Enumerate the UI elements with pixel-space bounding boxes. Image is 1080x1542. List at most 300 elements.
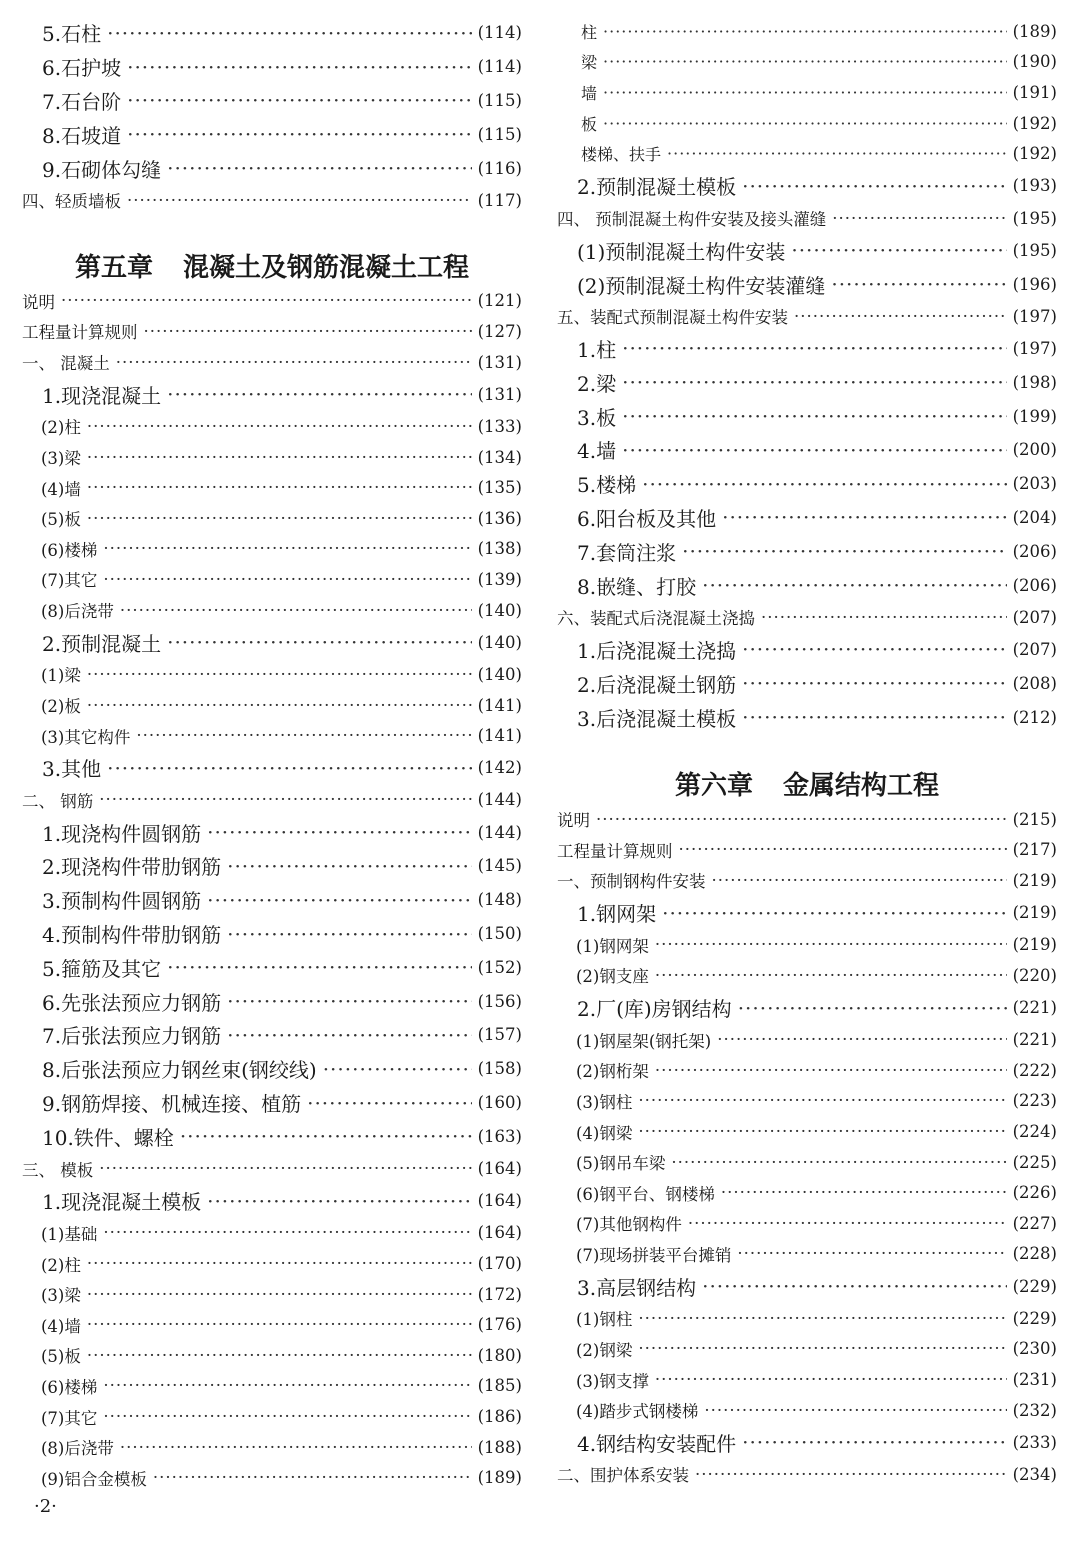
- dot-leader: [737, 1244, 1006, 1263]
- toc-entry[interactable]: [557, 301, 1057, 332]
- toc-entry-label: (6)楼梯: [41, 540, 98, 560]
- toc-entry-page: (188): [477, 1437, 522, 1457]
- dot-leader: [127, 88, 472, 112]
- dot-leader: [688, 1214, 1007, 1233]
- toc-entry[interactable]: [22, 984, 522, 1018]
- dot-leader: [87, 1285, 472, 1304]
- toc-entry[interactable]: [22, 1086, 522, 1120]
- toc-entry-label: (2)板: [41, 697, 81, 716]
- toc-entry-label: 9.石砌体勾缝: [42, 157, 162, 182]
- toc-entry[interactable]: [22, 1279, 522, 1310]
- toc-entry[interactable]: [557, 804, 1057, 835]
- toc-entry-page: (219): [1012, 935, 1057, 955]
- toc-entry-page: (230): [1012, 1339, 1057, 1359]
- toc-entry[interactable]: [557, 1303, 1057, 1334]
- toc-entry[interactable]: [22, 1248, 522, 1279]
- toc-entry-page: (193): [1012, 176, 1057, 196]
- toc-entry-page: (200): [1012, 440, 1057, 460]
- toc-entry[interactable]: [557, 332, 1057, 366]
- toc-entry-page: (215): [1012, 809, 1057, 829]
- dot-leader: [103, 1223, 471, 1242]
- toc-entry-label: 2.后浇混凝土钢筋: [577, 672, 737, 697]
- toc-entry-label: (3)钢柱: [576, 1092, 633, 1112]
- toc-entry[interactable]: [557, 1116, 1057, 1147]
- toc-entry-page: (152): [477, 957, 522, 977]
- toc-entry[interactable]: [557, 633, 1057, 667]
- toc-entry-page: (138): [477, 539, 522, 559]
- toc-entry-label: 三、 模板: [22, 1160, 94, 1180]
- toc-entry-label: (3)钢支撑: [576, 1371, 649, 1391]
- toc-entry[interactable]: [22, 472, 522, 503]
- toc-entry-page: (142): [477, 758, 522, 778]
- toc-entry-page: (207): [1012, 607, 1057, 627]
- toc-entry-label: (7)现场拼装平台摊销: [576, 1245, 732, 1265]
- toc-entry[interactable]: [22, 1401, 522, 1432]
- toc-entry[interactable]: [22, 917, 522, 951]
- chapter-heading: [22, 216, 522, 286]
- toc-right-column: [557, 16, 1057, 1490]
- toc-entry-page: (140): [477, 600, 522, 620]
- toc-entry[interactable]: [557, 1239, 1057, 1270]
- toc-entry[interactable]: [557, 1364, 1057, 1395]
- toc-entry[interactable]: [557, 1177, 1057, 1208]
- toc-entry-page: (226): [1012, 1183, 1057, 1203]
- toc-entry[interactable]: [22, 16, 522, 50]
- toc-entry-page: (164): [477, 1159, 522, 1179]
- toc-entry-page: (192): [1012, 113, 1057, 133]
- toc-entry-page: (221): [1012, 1030, 1057, 1050]
- toc-entry[interactable]: [557, 1269, 1057, 1303]
- toc-entry-label: (6)钢平台、钢楼梯: [576, 1184, 715, 1204]
- toc-entry-page: (131): [477, 352, 522, 372]
- toc-entry[interactable]: [557, 1208, 1057, 1239]
- toc-entry-label: 一、预制钢构件安装: [557, 872, 706, 892]
- toc-entry-page: (223): [1012, 1091, 1057, 1111]
- toc-entry-label: 2.现浇构件带肋钢筋: [42, 855, 222, 880]
- dot-leader: [107, 21, 472, 45]
- dot-leader: [120, 601, 472, 620]
- toc-entry-label: 9.钢筋焊接、机械连接、植筋: [42, 1092, 302, 1117]
- toc-entry-label: (7)其他钢构件: [576, 1215, 682, 1235]
- toc-entry-page: (136): [477, 508, 522, 528]
- dot-leader: [87, 417, 472, 436]
- dot-leader: [655, 1370, 1007, 1389]
- toc-left-column: [22, 16, 522, 1493]
- dot-leader: [103, 570, 471, 589]
- toc-entry-label: 3.后浇混凝土模板: [577, 706, 737, 731]
- toc-entry[interactable]: [557, 267, 1057, 301]
- dot-leader: [742, 174, 1007, 198]
- toc-entry-page: (192): [1012, 144, 1057, 164]
- toc-entry-page: (117): [477, 190, 522, 210]
- toc-entry-label: 3.其他: [42, 757, 102, 782]
- toc-entry[interactable]: [557, 138, 1057, 169]
- toc-entry-page: (127): [477, 321, 522, 341]
- toc-entry-label: 楼梯、扶手: [581, 145, 662, 165]
- dot-leader: [603, 83, 1007, 102]
- toc-entry[interactable]: [557, 865, 1057, 896]
- toc-entry[interactable]: [22, 534, 522, 565]
- toc-entry[interactable]: [557, 602, 1057, 633]
- toc-entry-label: (6)楼梯: [41, 1377, 98, 1397]
- toc-entry-label: 1.后浇混凝土浇捣: [577, 638, 737, 663]
- toc-entry-label: (2)柱: [41, 418, 81, 438]
- toc-entry-page: (170): [477, 1254, 522, 1274]
- toc-entry-page: (115): [477, 124, 522, 144]
- toc-entry-label: (3)其它构件: [41, 727, 131, 747]
- toc-entry[interactable]: [22, 1119, 522, 1153]
- toc-entry[interactable]: [22, 625, 522, 659]
- toc-entry-label: 1.柱: [577, 337, 617, 362]
- dot-leader: [738, 996, 1007, 1020]
- chapter-number: 第五章: [74, 252, 153, 283]
- dot-leader: [207, 820, 472, 844]
- toc-entry[interactable]: [22, 185, 522, 216]
- dot-leader: [87, 1254, 472, 1273]
- toc-entry[interactable]: [557, 467, 1057, 501]
- toc-entry[interactable]: [557, 666, 1057, 700]
- toc-entry[interactable]: [557, 700, 1057, 734]
- toc-entry[interactable]: [22, 442, 522, 473]
- toc-entry-label: 8.石坡道: [42, 123, 122, 148]
- toc-entry-page: (212): [1012, 707, 1057, 727]
- toc-entry-label: (2)钢桁架: [576, 1062, 649, 1082]
- toc-entry-page: (234): [1012, 1464, 1057, 1484]
- toc-entry-label: 1.钢网架: [577, 902, 657, 927]
- toc-entry-page: (195): [1012, 240, 1057, 260]
- dot-leader: [638, 1091, 1006, 1110]
- toc-entry-label: 六、装配式后浇混凝土浇捣: [557, 609, 755, 629]
- toc-entry-page: (191): [1012, 82, 1057, 102]
- dot-leader: [704, 1401, 1006, 1420]
- dot-leader: [136, 726, 471, 745]
- toc-entry-page: (140): [477, 664, 522, 684]
- toc-entry[interactable]: [22, 316, 522, 347]
- toc-entry-label: (8)后浇带: [41, 602, 114, 622]
- toc-entry-page: (204): [1012, 507, 1057, 527]
- toc-entry-label: 4.预制构件带肋钢筋: [42, 923, 222, 948]
- toc-entry-label: (1)预制混凝土构件安装: [577, 239, 786, 264]
- toc-entry-label: (3)梁: [41, 1286, 81, 1306]
- toc-entry-page: (199): [1012, 406, 1057, 426]
- dot-leader: [107, 756, 472, 780]
- dot-leader: [655, 1061, 1007, 1080]
- toc-entry-label: (5)板: [41, 1347, 81, 1367]
- toc-entry[interactable]: [557, 960, 1057, 991]
- toc-entry[interactable]: [22, 1432, 522, 1463]
- toc-entry-page: (197): [1012, 306, 1057, 326]
- dot-leader: [227, 922, 472, 946]
- dot-leader: [323, 1057, 472, 1081]
- toc-entry[interactable]: [557, 399, 1057, 433]
- toc-entry[interactable]: [557, 1147, 1057, 1178]
- toc-entry[interactable]: [557, 77, 1057, 108]
- toc-entry[interactable]: [22, 1153, 522, 1184]
- dot-leader: [679, 840, 1007, 859]
- dot-leader: [103, 539, 471, 558]
- dot-leader: [667, 144, 1007, 163]
- dot-leader: [761, 608, 1007, 627]
- toc-entry[interactable]: [557, 1024, 1057, 1055]
- toc-entry[interactable]: [557, 47, 1057, 78]
- toc-entry-page: (121): [477, 291, 522, 311]
- toc-entry-page: (190): [1012, 52, 1057, 72]
- toc-entry-label: (9)铝合金模板: [41, 1469, 147, 1489]
- dot-leader: [180, 1124, 472, 1148]
- toc-entry[interactable]: [22, 720, 522, 751]
- toc-entry[interactable]: [557, 1459, 1057, 1490]
- dot-leader: [794, 307, 1007, 326]
- toc-entry-label: (4)钢梁: [576, 1123, 633, 1143]
- toc-entry[interactable]: [557, 835, 1057, 866]
- toc-entry-label: (5)板: [41, 510, 81, 530]
- toc-entry-page: (225): [1012, 1152, 1057, 1172]
- toc-entry-page: (233): [1012, 1432, 1057, 1452]
- toc-entry-page: (148): [477, 890, 522, 910]
- toc-entry[interactable]: [22, 1018, 522, 1052]
- dot-leader: [227, 1023, 472, 1047]
- toc-entry-page: (163): [477, 1126, 522, 1146]
- toc-entry[interactable]: [557, 896, 1057, 930]
- toc-entry-label: 3.高层钢结构: [577, 1275, 697, 1300]
- toc-entry[interactable]: [557, 1425, 1057, 1459]
- toc-entry-page: (208): [1012, 673, 1057, 693]
- dot-leader: [712, 871, 1007, 890]
- toc-entry[interactable]: [22, 1309, 522, 1340]
- toc-entry-label: 5.箍筋及其它: [42, 956, 162, 981]
- toc-entry[interactable]: [22, 751, 522, 785]
- toc-entry[interactable]: [22, 564, 522, 595]
- dot-leader: [717, 1030, 1006, 1049]
- chapter-title: 混凝土及钢筋混凝土工程: [183, 252, 470, 283]
- toc-entry-page: (180): [477, 1345, 522, 1365]
- page-number: ·2·: [34, 1496, 57, 1517]
- dot-leader: [791, 238, 1006, 262]
- dot-leader: [655, 935, 1007, 954]
- toc-entry-label: (1)梁: [41, 666, 81, 686]
- toc-entry[interactable]: [557, 169, 1057, 203]
- dot-leader: [638, 1309, 1006, 1328]
- dot-leader: [702, 573, 1007, 597]
- dot-leader: [722, 505, 1007, 529]
- toc-entry[interactable]: [22, 411, 522, 442]
- toc-entry-label: 2.厂(库)房钢结构: [577, 997, 732, 1022]
- dot-leader: [87, 696, 472, 715]
- toc-entry[interactable]: [22, 659, 522, 690]
- dot-leader: [227, 989, 472, 1013]
- toc-entry-page: (115): [477, 90, 522, 110]
- toc-entry-label: 墙: [581, 83, 598, 103]
- chapter-number: 第六章: [674, 770, 753, 801]
- toc-entry-label: 10.铁件、螺栓: [42, 1125, 174, 1150]
- toc-entry[interactable]: [22, 117, 522, 151]
- dot-leader: [682, 539, 1007, 563]
- dot-leader: [103, 1376, 471, 1395]
- toc-entry-label: 二、 钢筋: [22, 791, 94, 811]
- dot-leader: [642, 472, 1007, 496]
- toc-entry-label: 6.阳台板及其他: [577, 506, 717, 531]
- toc-entry-page: (150): [477, 924, 522, 944]
- toc-entry-page: (144): [477, 790, 522, 810]
- toc-entry-label: 5.石柱: [42, 22, 102, 47]
- dot-leader: [702, 1274, 1007, 1298]
- toc-entry-label: 1.现浇构件圆钢筋: [42, 821, 202, 846]
- toc-entry[interactable]: [557, 929, 1057, 960]
- dot-leader: [116, 353, 472, 372]
- toc-entry-label: 8.后张法预应力钢丝束(钢绞线): [42, 1058, 317, 1083]
- toc-entry-label: (1)钢柱: [576, 1310, 633, 1330]
- toc-entry[interactable]: [557, 501, 1057, 535]
- toc-entry[interactable]: [557, 991, 1057, 1025]
- toc-entry-page: (134): [477, 447, 522, 467]
- toc-entry[interactable]: [22, 1340, 522, 1371]
- toc-entry-page: (232): [1012, 1400, 1057, 1420]
- toc-entry-label: (1)钢屋架(钢托架): [576, 1031, 712, 1051]
- toc-entry[interactable]: [22, 377, 522, 411]
- toc-entry-page: (157): [477, 1025, 522, 1045]
- toc-entry-page: (217): [1012, 840, 1057, 860]
- dot-leader: [603, 52, 1007, 71]
- dot-leader: [603, 22, 1007, 41]
- toc-entry-page: (229): [1012, 1276, 1057, 1296]
- dot-leader: [207, 888, 472, 912]
- dot-leader: [742, 1430, 1007, 1454]
- toc-entry[interactable]: [22, 151, 522, 185]
- toc-entry-page: (145): [477, 856, 522, 876]
- toc-entry[interactable]: [22, 785, 522, 816]
- toc-entry-label: 5.楼梯: [577, 473, 637, 498]
- toc-entry[interactable]: [22, 503, 522, 534]
- toc-entry-page: (141): [477, 726, 522, 746]
- toc-entry[interactable]: [557, 203, 1057, 234]
- toc-entry[interactable]: [22, 815, 522, 849]
- chapter-title: 金属结构工程: [783, 770, 940, 801]
- toc-entry[interactable]: [22, 286, 522, 317]
- dot-leader: [742, 705, 1007, 729]
- toc-entry-page: (114): [477, 57, 522, 77]
- toc-entry[interactable]: [557, 233, 1057, 267]
- toc-entry-label: 7.石台阶: [42, 89, 122, 114]
- dot-leader: [87, 665, 472, 684]
- toc-entry[interactable]: [22, 50, 522, 84]
- toc-entry[interactable]: [557, 1334, 1057, 1365]
- toc-entry[interactable]: [557, 534, 1057, 568]
- toc-entry-label: 工程量计算规则: [557, 841, 673, 861]
- dot-leader: [596, 810, 1007, 829]
- toc-entry[interactable]: [22, 1184, 522, 1218]
- toc-entry-page: (219): [1012, 870, 1057, 890]
- dot-leader: [227, 854, 472, 878]
- toc-entry-label: 8.嵌缝、打胶: [577, 574, 697, 599]
- dot-leader: [99, 1159, 471, 1178]
- dot-leader: [622, 404, 1007, 428]
- toc-entry[interactable]: [22, 595, 522, 626]
- toc-entry-label: 1.现浇混凝土: [42, 383, 162, 408]
- toc-entry-label: 6.石护坡: [42, 56, 122, 81]
- toc-entry[interactable]: [22, 1052, 522, 1086]
- toc-entry[interactable]: [22, 883, 522, 917]
- toc-entry-page: (227): [1012, 1213, 1057, 1233]
- toc-entry-label: 工程量计算规则: [22, 323, 138, 343]
- toc-entry-page: (186): [477, 1407, 522, 1426]
- toc-entry-label: (7)其它: [41, 1408, 98, 1428]
- toc-entry[interactable]: [22, 1218, 522, 1249]
- dot-leader: [127, 191, 472, 210]
- toc-entry-page: (156): [477, 991, 522, 1011]
- toc-entry-page: (144): [477, 822, 522, 842]
- toc-entry-label: 2.预制混凝土模板: [577, 175, 737, 200]
- toc-entry-label: 柱: [581, 22, 598, 42]
- toc-entry-label: 二、围护体系安装: [557, 1466, 689, 1486]
- toc-entry[interactable]: [557, 16, 1057, 47]
- toc-entry-page: (131): [477, 384, 522, 404]
- toc-entry-page: (116): [477, 158, 522, 178]
- toc-entry-label: 说明: [22, 292, 55, 312]
- dot-leader: [655, 966, 1007, 985]
- toc-entry-label: (1)钢网架: [576, 936, 649, 956]
- toc-entry-label: 2.预制混凝土: [42, 631, 162, 656]
- toc-entry-page: (206): [1012, 541, 1057, 561]
- toc-entry-label: (4)踏步式钢楼梯: [576, 1402, 699, 1422]
- dot-leader: [695, 1465, 1007, 1484]
- toc-entry-page: (231): [1012, 1370, 1057, 1389]
- toc-entry[interactable]: [557, 365, 1057, 399]
- toc-entry-page: (222): [1012, 1060, 1057, 1080]
- toc-entry-page: (220): [1012, 965, 1057, 985]
- toc-entry-page: (219): [1012, 903, 1057, 923]
- toc-entry[interactable]: [22, 690, 522, 721]
- dot-leader: [671, 1153, 1006, 1172]
- toc-entry[interactable]: [557, 1395, 1057, 1426]
- toc-entry-label: 梁: [581, 53, 598, 73]
- toc-entry-label: 2.梁: [577, 371, 617, 396]
- toc-entry[interactable]: [22, 849, 522, 883]
- toc-entry-label: (5)钢吊车梁: [576, 1154, 666, 1174]
- toc-entry[interactable]: [557, 1055, 1057, 1086]
- toc-entry-label: (7)其它: [41, 571, 98, 591]
- toc-entry[interactable]: [22, 1462, 522, 1493]
- dot-leader: [127, 55, 472, 79]
- toc-entry-label: 说明: [557, 811, 590, 831]
- toc-entry-label: 3.预制构件圆钢筋: [42, 889, 202, 914]
- toc-entry-page: (172): [477, 1284, 522, 1304]
- toc-entry[interactable]: [22, 84, 522, 118]
- toc-entry-page: (141): [477, 695, 522, 715]
- chapter-heading: [557, 734, 1057, 804]
- toc-entry-label: (3)梁: [41, 449, 81, 469]
- toc-entry[interactable]: [22, 950, 522, 984]
- toc-entry[interactable]: [22, 1371, 522, 1402]
- toc-entry-label: (2)柱: [41, 1255, 81, 1275]
- toc-entry-page: (160): [477, 1093, 522, 1113]
- toc-entry-page: (195): [1012, 208, 1057, 228]
- toc-entry-label: (1)基础: [41, 1224, 98, 1244]
- toc-entry-label: (8)后浇带: [41, 1439, 114, 1459]
- toc-entry-label: 一、 混凝土: [22, 354, 110, 374]
- toc-entry[interactable]: [557, 108, 1057, 139]
- toc-entry-page: (207): [1012, 639, 1057, 659]
- toc-entry-page: (206): [1012, 575, 1057, 595]
- toc-entry[interactable]: [22, 347, 522, 378]
- dot-leader: [638, 1122, 1006, 1141]
- toc-entry-label: (4)墙: [41, 479, 81, 499]
- toc-entry-page: (185): [477, 1376, 522, 1396]
- toc-entry[interactable]: [557, 1086, 1057, 1117]
- toc-entry[interactable]: [557, 568, 1057, 602]
- toc-entry-label: 3.板: [577, 405, 617, 430]
- toc-entry[interactable]: [557, 433, 1057, 467]
- dot-leader: [638, 1339, 1006, 1358]
